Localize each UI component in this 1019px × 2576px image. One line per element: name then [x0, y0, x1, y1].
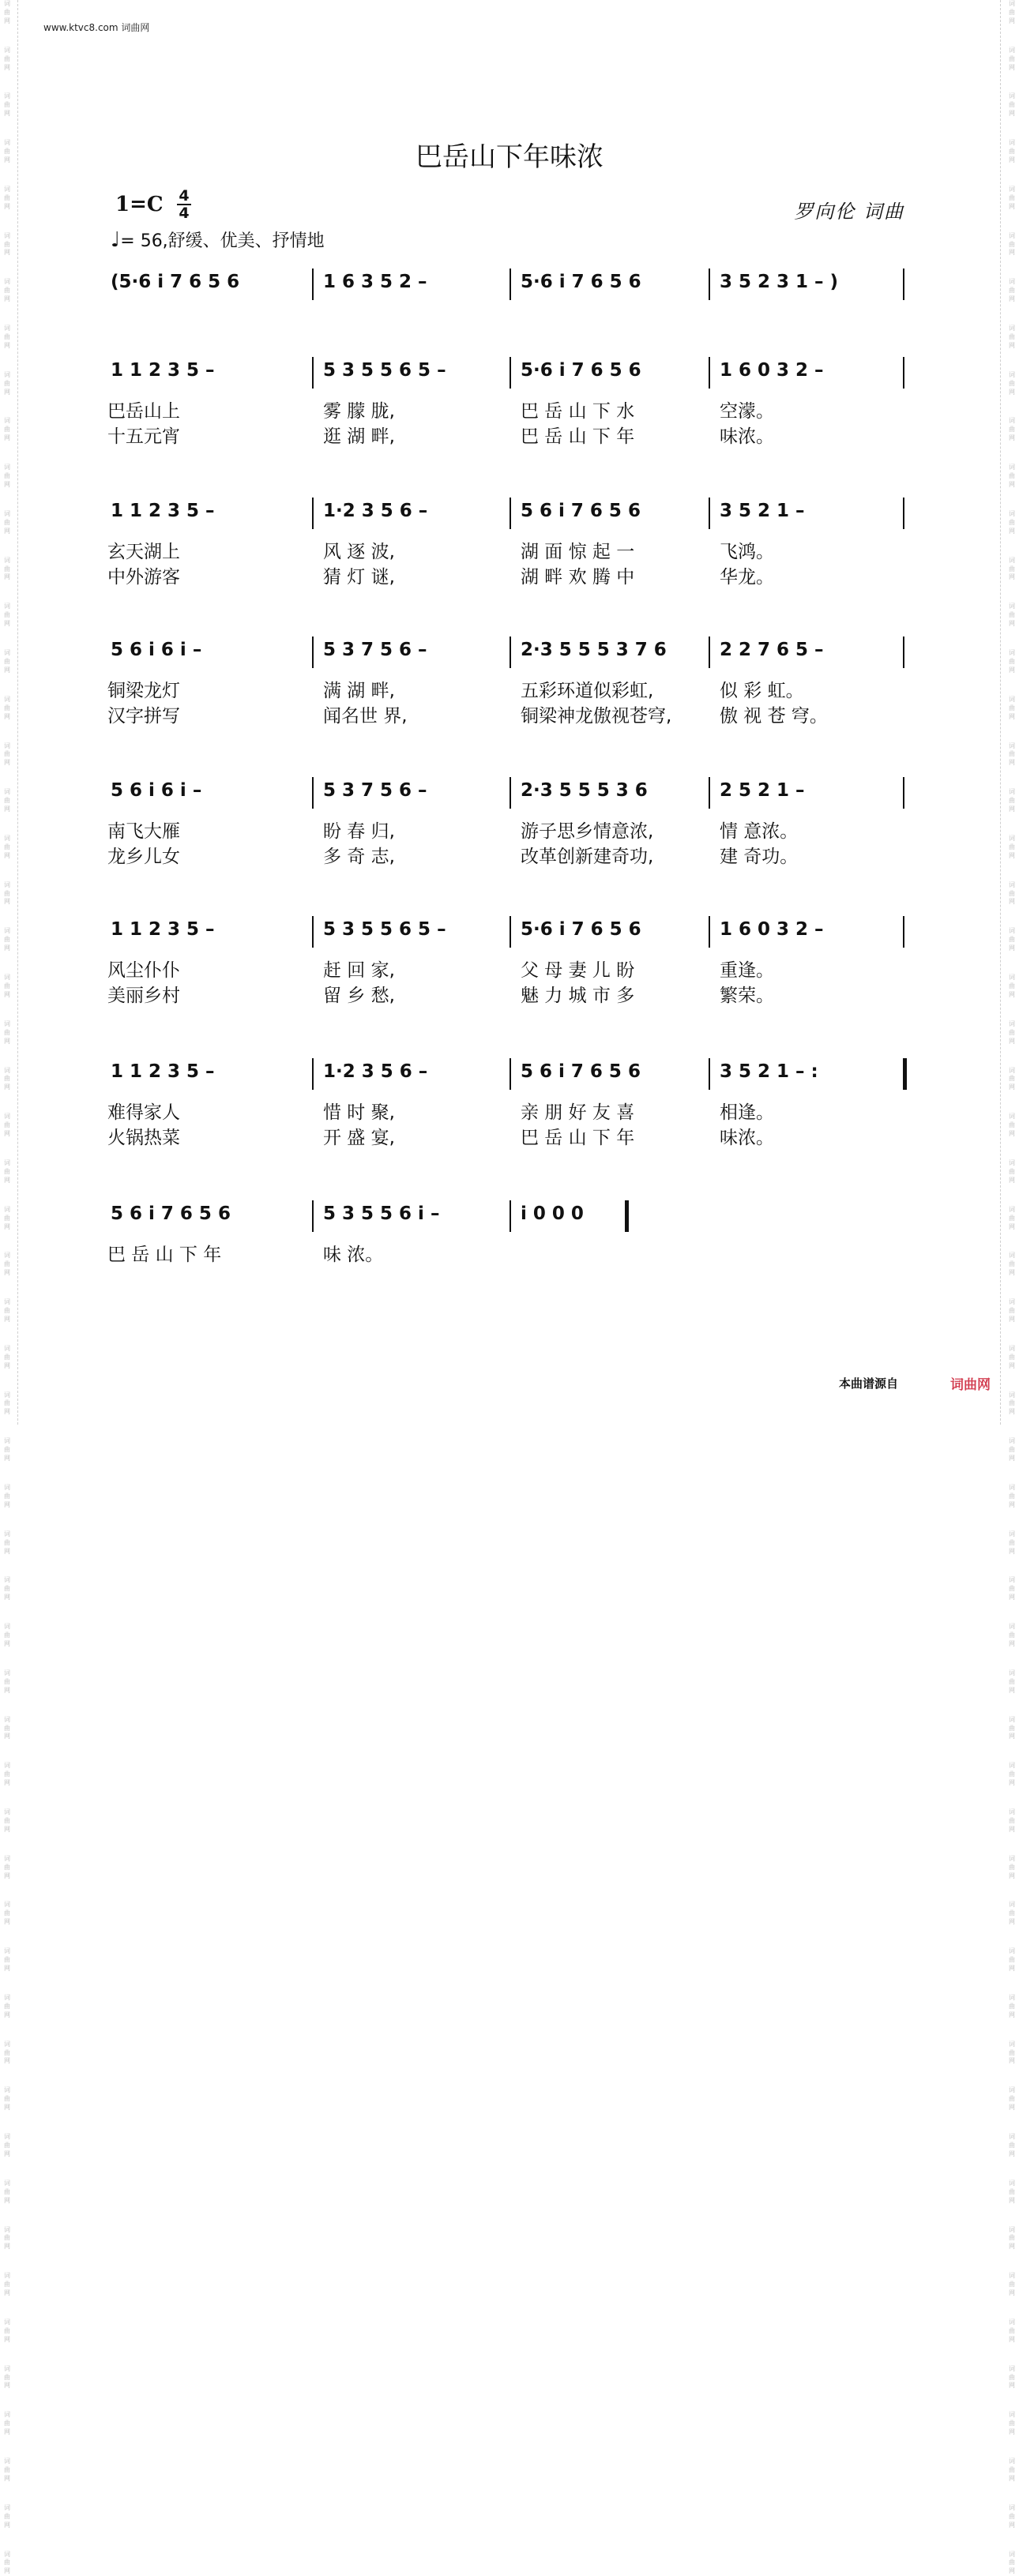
watermark-text: 词曲网	[1009, 974, 1015, 998]
lyric-verse-1	[107, 956, 913, 981]
notes-line	[111, 916, 913, 948]
measure: 1 1 2 3 5 –	[111, 501, 215, 521]
watermark-text: 词曲网	[4, 1158, 10, 1184]
lyric-segment: 空濛。	[720, 401, 774, 422]
bar-line	[903, 916, 904, 948]
notes-line	[111, 268, 913, 300]
watermark-text: 词曲网	[1009, 2318, 1015, 2343]
lyric-segment: 中外游客	[107, 567, 180, 588]
measure: 5 3 5 5 6 i –	[323, 1204, 440, 1224]
watermark-text: 词曲网	[4, 278, 10, 303]
watermark-text: 词曲网	[1009, 417, 1015, 442]
measure: 5 3 7 5 6 –	[323, 640, 427, 660]
measure: 5·6 i 7 6 5 6	[521, 919, 641, 940]
lyric-segment: 龙乡儿女	[107, 847, 180, 867]
watermark-text: 词曲网	[1009, 1437, 1015, 1463]
lyric-segment: 铜梁龙灯	[107, 681, 180, 701]
watermark-text: 词曲网	[1009, 1669, 1015, 1694]
measure: 3 5 2 1 –	[720, 501, 805, 521]
lyric-segment: 逛 湖 畔,	[323, 426, 395, 447]
lyric-segment: 巴岳山上	[107, 401, 180, 422]
watermark-text: 词曲网	[1009, 1808, 1015, 1833]
bar-line	[709, 1058, 710, 1090]
source-label: 本曲谱源自	[838, 1376, 898, 1391]
lyric-segment: 游子思乡情意浓,	[521, 821, 654, 842]
watermark-text: 词曲网	[1009, 1901, 1015, 1926]
score-system	[107, 1200, 913, 1319]
watermark-text: 词曲网	[1009, 1020, 1015, 1045]
measure: 5 6 i 6 i –	[111, 780, 202, 801]
measure: (5·6 i 7 6 5 6	[111, 272, 240, 292]
right-watermark-strip	[1006, 0, 1017, 2575]
score-system	[107, 916, 913, 1035]
watermark-text: 词曲网	[1009, 2133, 1015, 2157]
watermark-text: 词曲网	[1009, 1113, 1015, 1138]
watermark-text: 词曲网	[1009, 2086, 1015, 2112]
bar-line	[903, 1058, 907, 1090]
score-system	[107, 498, 913, 616]
lyric-segment: 盼 春 归,	[323, 821, 395, 842]
watermark-text: 词曲网	[1009, 2040, 1015, 2065]
lyric-segment: 美丽乡村	[107, 986, 180, 1006]
watermark-text: 词曲网	[4, 1437, 10, 1463]
watermark-text: 词曲网	[4, 974, 10, 998]
watermark-text: 词曲网	[4, 2550, 10, 2575]
watermark-text: 词曲网	[1009, 1344, 1015, 1369]
lyric-segment: 巴 岳 山 下 年	[521, 1128, 635, 1148]
watermark-text: 词曲网	[4, 1484, 10, 1508]
watermark-text: 词曲网	[1009, 927, 1015, 952]
watermark-text: 词曲网	[1009, 1298, 1015, 1323]
watermark-text: 词曲网	[4, 2086, 10, 2112]
bar-line	[312, 636, 314, 668]
lyric-segment: 满 湖 畔,	[323, 681, 395, 701]
watermark-text: 词曲网	[1009, 1623, 1015, 1647]
watermark-text: 词曲网	[1009, 2411, 1015, 2436]
bar-line	[709, 357, 710, 389]
bar-line	[312, 916, 314, 948]
watermark-text: 词曲网	[4, 2458, 10, 2482]
lyric-segment: 似 彩 虹。	[720, 681, 804, 701]
lyric-segment: 华龙。	[720, 567, 774, 588]
watermark-text: 词曲网	[4, 370, 10, 396]
lyric-segment: 味 浓。	[323, 1245, 384, 1265]
watermark-text: 词曲网	[1009, 1762, 1015, 1787]
measure: 5·6 i 7 6 5 6	[521, 360, 641, 381]
watermark-text: 词曲网	[1009, 509, 1015, 535]
measure: 1 1 2 3 5 –	[111, 360, 215, 381]
watermark-text: 词曲网	[1009, 2225, 1015, 2251]
measure: 5·6 i 7 6 5 6	[521, 272, 641, 292]
notes-line	[111, 498, 913, 529]
score-system	[107, 1058, 913, 1177]
watermark-text: 词曲网	[4, 1113, 10, 1138]
measure: i 0 0 0	[521, 1204, 584, 1224]
watermark-text: 词曲网	[4, 185, 10, 210]
notes-line	[111, 1058, 913, 1090]
song-title: 巴岳山下年味浓	[415, 141, 604, 173]
measure: 1 6 0 3 2 –	[720, 360, 824, 381]
lyric-segment: 繁荣。	[720, 986, 774, 1006]
notes-line	[111, 636, 913, 668]
site-url-watermark: www.ktvc8.com 词曲网	[43, 22, 150, 33]
score-system	[107, 357, 913, 475]
bar-line	[510, 498, 511, 529]
watermark-text: 词曲网	[1009, 649, 1015, 674]
measure: 5 6 i 6 i –	[111, 640, 202, 660]
lyric-segment: 情 意浓。	[720, 821, 799, 842]
lyric-verse-2	[107, 701, 913, 727]
measure: 2 2 7 6 5 –	[720, 640, 824, 660]
watermark-text: 词曲网	[4, 1762, 10, 1787]
watermark-text: 词曲网	[1009, 1576, 1015, 1602]
lyric-segment: 难得家人	[107, 1102, 180, 1123]
lyric-segment: 铜梁神龙傲视苍穹,	[521, 706, 672, 727]
right-page-border	[1000, 0, 1001, 1425]
watermark-text: 词曲网	[4, 325, 10, 349]
watermark-text: 词曲网	[4, 2318, 10, 2343]
source-site: 词曲网	[950, 1377, 991, 1393]
score-system	[107, 777, 913, 896]
lyric-verse-1	[107, 1098, 913, 1123]
watermark-text: 词曲网	[1009, 1947, 1015, 1972]
watermark-text: 词曲网	[4, 1391, 10, 1416]
watermark-text: 词曲网	[4, 1808, 10, 1833]
watermark-text: 词曲网	[4, 1020, 10, 1045]
watermark-text: 词曲网	[4, 1298, 10, 1323]
final-bar-line	[625, 1200, 629, 1232]
watermark-text: 词曲网	[4, 2364, 10, 2390]
watermark-text: 词曲网	[1009, 1391, 1015, 1416]
lyric-verse-1	[107, 396, 913, 422]
lyric-segment: 风 逐 波,	[323, 542, 395, 562]
lyric-segment: 风尘仆仆	[107, 960, 180, 981]
lyric-segment: 南飞大雁	[107, 821, 180, 842]
measure: 1 6 3 5 2 –	[323, 272, 427, 292]
bar-line	[709, 268, 710, 300]
lyric-segment: 建 奇功。	[720, 847, 799, 867]
time-signature-top: 4	[179, 187, 190, 205]
lyric-segment: 亲 朋 好 友 喜	[521, 1102, 635, 1123]
watermark-text: 词曲网	[4, 1576, 10, 1602]
bar-line	[903, 636, 904, 668]
tempo-text: = 56,舒缓、优美、抒情地	[120, 231, 325, 251]
measure: 5 3 5 5 6 5 –	[323, 360, 446, 381]
lyric-verse-1	[107, 676, 913, 701]
watermark-text: 词曲网	[1009, 881, 1015, 906]
watermark-text: 词曲网	[4, 1205, 10, 1230]
lyric-verse-2	[107, 842, 913, 867]
bar-line	[510, 916, 511, 948]
bar-line	[903, 777, 904, 809]
watermark-text: 词曲网	[4, 556, 10, 581]
lyric-segment: 闻名世 界,	[323, 706, 408, 727]
watermark-text: 词曲网	[1009, 46, 1015, 71]
measure: 2·3 5 5 5 3 6	[521, 780, 648, 801]
watermark-text: 词曲网	[4, 0, 10, 24]
lyric-segment: 重逢。	[720, 960, 774, 981]
lyric-segment: 巴 岳 山 下 年	[521, 426, 635, 447]
watermark-text: 词曲网	[4, 1623, 10, 1647]
lyric-segment: 湖 畔 欢 腾 中	[521, 567, 635, 588]
watermark-text: 词曲网	[1009, 1530, 1015, 1555]
watermark-text: 词曲网	[4, 1669, 10, 1694]
watermark-text: 词曲网	[1009, 695, 1015, 720]
watermark-text: 词曲网	[1009, 742, 1015, 767]
watermark-text: 词曲网	[1009, 139, 1015, 163]
bar-line	[510, 268, 511, 300]
measure: 5 6 i 7 6 5 6	[521, 1061, 641, 1082]
notes-line	[111, 777, 913, 809]
watermark-text: 词曲网	[4, 2179, 10, 2204]
left-page-border	[17, 0, 18, 1425]
lyric-segment: 巴 岳 山 下 水	[521, 401, 635, 422]
watermark-text: 词曲网	[1009, 834, 1015, 859]
watermark-text: 词曲网	[4, 1901, 10, 1926]
lyric-segment: 相逢。	[720, 1102, 774, 1123]
bar-line	[312, 268, 314, 300]
time-signature-bottom: 4	[179, 205, 190, 222]
watermark-text: 词曲网	[4, 139, 10, 163]
bar-line	[510, 1058, 511, 1090]
measure: 1 6 0 3 2 –	[720, 919, 824, 940]
lyric-segment: 留 乡 愁,	[323, 986, 395, 1006]
bar-line	[510, 357, 511, 389]
watermark-text: 词曲网	[4, 603, 10, 628]
notes-line	[111, 357, 913, 389]
watermark-text: 词曲网	[4, 464, 10, 488]
lyric-verse-2	[107, 562, 913, 588]
score-system	[107, 636, 913, 755]
measure: 5 3 5 5 6 5 –	[323, 919, 446, 940]
watermark-text: 词曲网	[1009, 1854, 1015, 1879]
watermark-text: 词曲网	[4, 417, 10, 442]
lyric-segment: 开 盛 宴,	[323, 1128, 395, 1148]
watermark-text: 词曲网	[4, 2225, 10, 2251]
lyric-segment: 魅 力 城 市 多	[521, 986, 635, 1006]
watermark-text: 词曲网	[4, 1344, 10, 1369]
bar-line	[312, 777, 314, 809]
lyric-segment: 多 奇 志,	[323, 847, 395, 867]
watermark-text: 词曲网	[1009, 325, 1015, 349]
watermark-text: 词曲网	[1009, 92, 1015, 118]
lyric-verse-1	[107, 537, 913, 562]
lyric-segment: 猜 灯 谜,	[323, 567, 395, 588]
watermark-text: 词曲网	[1009, 1158, 1015, 1184]
watermark-text: 词曲网	[4, 788, 10, 813]
lyric-segment: 傲 视 苍 穹。	[720, 706, 828, 727]
watermark-text: 词曲网	[4, 1947, 10, 1972]
measure: 2 5 2 1 –	[720, 780, 805, 801]
watermark-text: 词曲网	[4, 1993, 10, 2018]
bar-line	[510, 636, 511, 668]
lyric-segment: 五彩环道似彩虹,	[521, 681, 654, 701]
bar-line	[709, 636, 710, 668]
watermark-text: 词曲网	[4, 881, 10, 906]
measure: 3 5 2 3 1 – )	[720, 272, 839, 292]
lyric-segment: 汉字拼写	[107, 706, 180, 727]
watermark-text: 词曲网	[4, 2503, 10, 2529]
bar-line	[510, 1200, 511, 1232]
lyric-segment: 雾 朦 胧,	[323, 401, 395, 422]
watermark-text: 词曲网	[4, 1530, 10, 1555]
tempo-marking	[111, 227, 325, 252]
watermark-text: 词曲网	[4, 2133, 10, 2157]
lyric-segment: 赶 回 家,	[323, 960, 395, 981]
lyric-verse-2	[107, 981, 913, 1006]
watermark-text: 词曲网	[4, 1854, 10, 1879]
lyric-verse-2	[107, 1123, 913, 1148]
watermark-text: 词曲网	[1009, 185, 1015, 210]
watermark-text: 词曲网	[4, 1252, 10, 1277]
lyric-segment: 十五元宵	[107, 426, 180, 447]
watermark-text: 词曲网	[1009, 2550, 1015, 2575]
key-signature: 1=C	[115, 193, 164, 216]
watermark-text: 词曲网	[4, 927, 10, 952]
bar-line	[312, 357, 314, 389]
watermark-text: 词曲网	[4, 46, 10, 71]
measure: 1 1 2 3 5 –	[111, 919, 215, 940]
quarter-note-icon: ♩	[111, 228, 121, 252]
watermark-text: 词曲网	[1009, 1252, 1015, 1277]
watermark-text: 词曲网	[4, 1066, 10, 1091]
lyric-segment: 改革创新建奇功,	[521, 847, 654, 867]
bar-line	[903, 268, 904, 300]
lyric-verse-2	[107, 422, 913, 447]
watermark-text: 词曲网	[1009, 788, 1015, 813]
lyric-segment: 味浓。	[720, 426, 774, 447]
lyric-verse-1	[107, 817, 913, 842]
watermark-text: 词曲网	[4, 2272, 10, 2297]
watermark-text: 词曲网	[1009, 603, 1015, 628]
lyric-segment: 味浓。	[720, 1128, 774, 1148]
measure: 1·2 3 5 6 –	[323, 501, 428, 521]
lyric-segment: 飞鸿。	[720, 542, 774, 562]
watermark-text: 词曲网	[4, 2040, 10, 2065]
watermark-text: 词曲网	[4, 649, 10, 674]
watermark-text: 词曲网	[1009, 231, 1015, 257]
lyric-segment: 玄天湖上	[107, 542, 180, 562]
measure: 5 6 i 7 6 5 6	[111, 1204, 231, 1224]
measure: 3 5 2 1 – :	[720, 1061, 818, 1082]
watermark-text: 词曲网	[1009, 2503, 1015, 2529]
watermark-text: 词曲网	[4, 2411, 10, 2436]
bar-line	[709, 916, 710, 948]
watermark-text: 词曲网	[4, 695, 10, 720]
watermark-text: 词曲网	[1009, 370, 1015, 396]
watermark-text: 词曲网	[4, 742, 10, 767]
watermark-text: 词曲网	[1009, 2458, 1015, 2482]
watermark-text: 词曲网	[1009, 2272, 1015, 2297]
watermark-text: 词曲网	[1009, 556, 1015, 581]
measure: 5 3 7 5 6 –	[323, 780, 427, 801]
lyric-verse-1	[107, 1240, 913, 1265]
bar-line	[312, 1200, 314, 1232]
notes-line	[111, 1200, 913, 1232]
bar-line	[903, 357, 904, 389]
left-watermark-strip	[2, 0, 13, 2575]
measure: 1·2 3 5 6 –	[323, 1061, 428, 1082]
lyric-segment: 惜 时 聚,	[323, 1102, 395, 1123]
lyric-segment: 巴 岳 山 下 年	[107, 1245, 222, 1265]
watermark-text: 词曲网	[1009, 464, 1015, 488]
watermark-text: 词曲网	[1009, 1205, 1015, 1230]
time-signature	[175, 188, 193, 221]
watermark-text: 词曲网	[4, 509, 10, 535]
watermark-text: 词曲网	[1009, 278, 1015, 303]
lyric-segment: 火锅热菜	[107, 1128, 180, 1148]
watermark-text: 词曲网	[4, 92, 10, 118]
watermark-text: 词曲网	[4, 1715, 10, 1740]
lyric-segment: 父 母 妻 儿 盼	[521, 960, 635, 981]
watermark-text: 词曲网	[4, 231, 10, 257]
lyric-segment: 湖 面 惊 起 一	[521, 542, 635, 562]
watermark-text: 词曲网	[1009, 2364, 1015, 2390]
bar-line	[312, 498, 314, 529]
measure: 1 1 2 3 5 –	[111, 1061, 215, 1082]
measure: 2·3 5 5 5 3 7 6	[521, 640, 667, 660]
bar-line	[709, 777, 710, 809]
watermark-text: 词曲网	[1009, 1066, 1015, 1091]
bar-line	[510, 777, 511, 809]
watermark-text: 词曲网	[1009, 1715, 1015, 1740]
composer-credit: 罗向伦 词曲	[794, 201, 904, 223]
bar-line	[903, 498, 904, 529]
bar-line	[312, 1058, 314, 1090]
watermark-text: 词曲网	[1009, 1993, 1015, 2018]
measure: 5 6 i 7 6 5 6	[521, 501, 641, 521]
watermark-text: 词曲网	[1009, 2179, 1015, 2204]
watermark-text: 词曲网	[1009, 1484, 1015, 1508]
watermark-text: 词曲网	[1009, 0, 1015, 24]
bar-line	[709, 498, 710, 529]
watermark-text: 词曲网	[4, 834, 10, 859]
